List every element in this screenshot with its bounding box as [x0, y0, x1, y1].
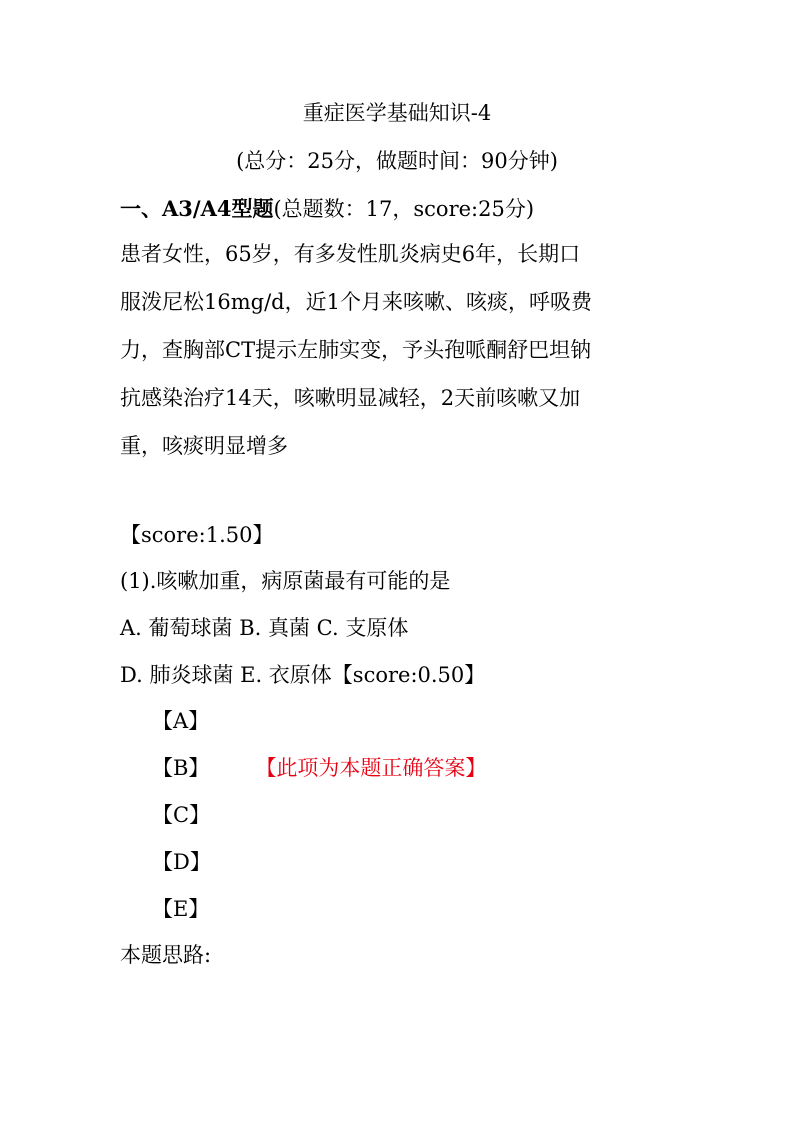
answer-label: 【C】 [152, 803, 211, 827]
case-text-line: 抗感染治疗14天，咳嗽明显减轻，2天前咳嗽又加 [120, 386, 581, 410]
explanation-label: 本题思路: [120, 943, 212, 967]
section-label: 一、A3/A4型题 [120, 196, 274, 221]
answer-label: 【B】 [152, 756, 210, 780]
answer-label: 【A】 [152, 709, 210, 733]
answer-label: 【D】 [152, 850, 211, 874]
answer-option-c [152, 801, 210, 829]
question-stem: (1).咳嗽加重，病原菌最有可能的是 [120, 569, 451, 593]
case-score: 【score:1.50】 [120, 523, 274, 547]
question-options: A. 葡萄球菌 B. 真菌 C. 支原体 [120, 616, 409, 640]
question-options: D. 肺炎球菌 E. 衣原体【score:0.50】 [120, 663, 486, 687]
document-title: 重症医学基础知识-4 [302, 101, 492, 125]
answer-option-e [152, 895, 209, 923]
case-text-line: 服泼尼松16mg/d，近1个月来咳嗽、咳痰，呼吸费 [120, 290, 592, 314]
case-text-line: 患者女性，65岁，有多发性肌炎病史6年，长期口 [120, 242, 581, 266]
answer-option-b [152, 754, 486, 782]
answer-label: 【E】 [152, 897, 210, 921]
correct-answer-marker: 【此项为本题正确答案】 [255, 756, 487, 780]
document-subtitle: (总分：25分，做题时间：90分钟) [236, 149, 558, 173]
answer-option-d [152, 848, 211, 876]
case-text-line: 重，咳痰明显增多 [120, 434, 288, 458]
section-heading [120, 195, 534, 223]
case-text-line: 力，查胸部CT提示左肺实变，予头孢哌酮舒巴坦钠 [120, 338, 592, 362]
section-info: (总题数：17，score:25分) [273, 197, 535, 221]
answer-option-a [152, 707, 209, 735]
